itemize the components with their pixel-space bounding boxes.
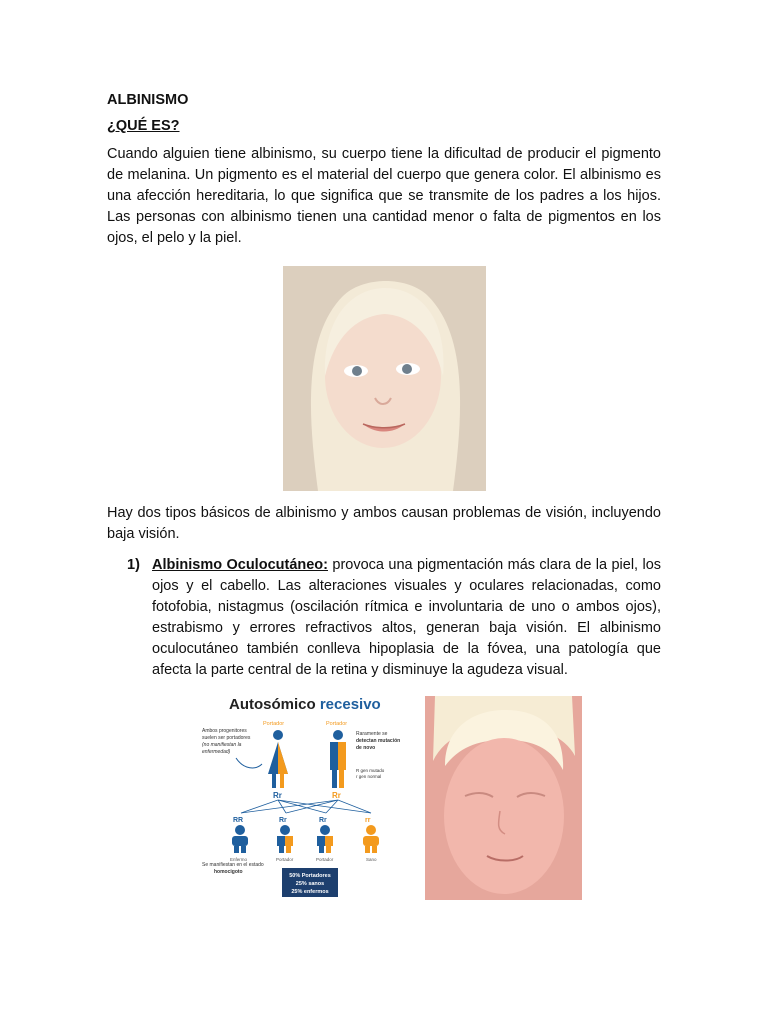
child-figure-icon [277,825,293,853]
bottom-note-line-1: Se manifiestan en el estado [202,862,264,868]
note-right-line-2: detectan mutación [356,738,401,744]
child-genes-2: Rr [279,817,287,824]
albino-boy-photo [425,696,582,900]
inheritance-lines [241,800,371,813]
bottom-note-line-2: homocigoto [214,869,243,875]
note-arrow-icon [236,758,262,768]
legend-normal: r gen normal [356,774,382,779]
note-left-line-3: (no manifiestan la [202,742,242,748]
child-label-3: Portador [316,857,334,862]
stats-line-3: 25% enfermos [291,889,329,895]
note-right-line-3: de novo [356,745,376,751]
list-number: 1) [127,557,140,573]
child-genes-4: rr [365,817,371,824]
document-page [107,92,661,249]
albino-child-photo [283,266,486,491]
mother-figure-icon [268,730,288,788]
list-term: Albinismo Oculocutáneo: [152,557,328,573]
diagram-title-a: Autosómico [229,696,320,713]
child-genes-1: RR [233,817,244,824]
list-item [127,555,661,681]
father-figure-icon [330,730,346,788]
note-left-line-2: suelen ser portadores [202,735,251,741]
albino-child-photo-illustration [283,266,486,491]
list-item-body [152,555,661,681]
types-paragraph: Hay dos tipos básicos de albinismo y ambos causan problemas de visión, incluyendo baja visión. [107,505,661,542]
diagram-title-b: recesivo [319,696,381,713]
types-list [127,555,661,681]
child-label-2: Portador [276,857,294,862]
child-label-4: Sano [366,857,377,862]
list-text: provoca una pigmentación más clara de la piel, los ojos y el cabello. Las alteraciones visuales y oculares relacionadas, como fotofobia, nistagmus (oscilación rítmica e involuntaria de uno o ambos ojos), estrabismo y errores refractivos altos, generan baja visión. El albinismo oculocutáneo también conlleva hipoplasia de la fóvea, una patología que afecta la parte central de la retina y disminuye la agudeza visual. [152,557,662,678]
note-left-line-4: enfermedad) [202,749,231,755]
stats-line-2: 25% sanos [295,881,325,887]
parent-label-1: Portador [263,721,285,727]
parent-genes-2: Rr [332,791,341,800]
section-heading: ¿QUÉ ES? [107,118,180,134]
note-right-line-1: Raramente se [356,731,388,737]
legend-mutated: R gen mutado [356,768,385,773]
parent-genes-1: Rr [273,791,282,800]
intro-paragraph: Cuando alguien tiene albinismo, su cuerpo tiene la dificultad de producir el pigmento de melanina. Un pigmento es el material del cuerpo que genera color. El albinismo es una afección hereditaria, lo que significa que se transmite de los padres a los hijos. Las personas con albinismo tienen una cantidad menor o falta de pigmentos en los ojos, el pelo y la piel. [107,146,661,246]
stats-line-1: 50% Portadores [289,873,331,879]
parent-label-2: Portador [326,721,348,727]
document-title: ALBINISMO [107,92,189,108]
child-genes-3: Rr [319,817,327,824]
note-left-line-1: Ambos progenitores [202,728,247,734]
child-figure-icon [232,825,248,853]
child-label-1: Enfermo [230,857,248,862]
svg-text:Autosómico recesivo [229,696,381,713]
child-figure-icon [363,825,379,853]
autosomal-recessive-diagram [196,688,418,900]
child-figure-icon [317,825,333,853]
albino-boy-photo-illustration [425,696,582,900]
